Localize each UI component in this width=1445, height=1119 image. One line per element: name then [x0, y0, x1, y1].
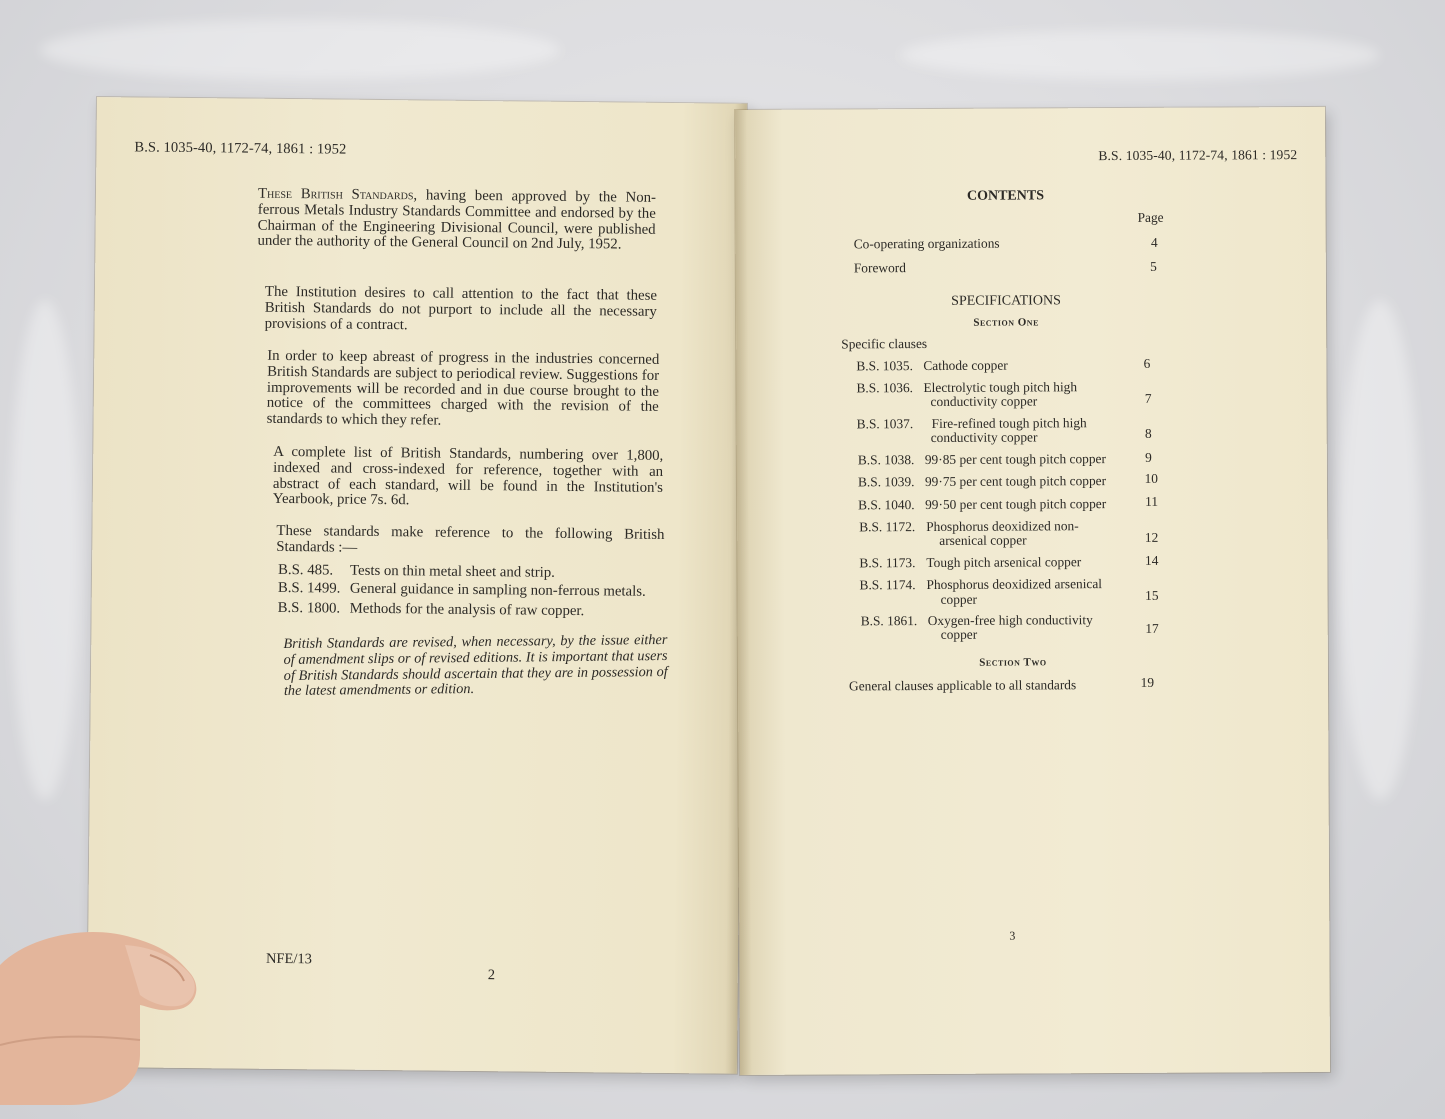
spec-code: B.S. 1037.	[856, 416, 914, 432]
spec-title: Fire-refined tough pitch high	[931, 415, 1087, 431]
spec-title-cont: conductivity copper	[930, 393, 1038, 409]
reference-code: B.S. 485.	[277, 561, 334, 579]
review-paragraph: In order to keep abreast of progress in the industries concerned British Standards are subject to periodical review. Suggestions for improvements will be recorded and in due course brought to the notice of the committees charged with the revision of the standards to which they refer.	[266, 347, 660, 429]
section-one-label: Section One	[973, 316, 1039, 329]
reference-list	[278, 562, 669, 620]
reference-title: Methods for the analysis of raw copper.	[349, 600, 585, 620]
toc-entry-page: 5	[1150, 258, 1157, 274]
reference-code: B.S. 1800.	[277, 599, 341, 617]
spec-page: 9	[1145, 449, 1152, 465]
cloth-fold	[900, 30, 1380, 80]
spec-code: B.S. 1861.	[860, 613, 918, 629]
spec-code: B.S. 1039.	[857, 474, 915, 490]
footer-code: NFE/13	[265, 950, 312, 968]
toc-entry-title: Co-operating organizations	[853, 235, 1000, 252]
spec-page: 8	[1144, 425, 1152, 441]
spec-code: B.S. 1038.	[857, 452, 915, 468]
section-two-label: Section Two	[979, 656, 1047, 669]
spec-page: 11	[1145, 493, 1159, 509]
spec-title: 99·85 per cent tough pitch copper	[924, 451, 1106, 468]
page-column-label: Page	[1137, 209, 1164, 225]
reference-item	[278, 562, 668, 582]
attention-paragraph: The Institution desires to call attention to the fact that these British Standards do not purport to include all the necessary provisions of a contract.	[264, 283, 658, 333]
spec-title: 99·75 per cent tough pitch copper	[924, 473, 1107, 490]
page-number: 3	[1009, 928, 1016, 943]
reference-title: Tests on thin metal sheet and strip.	[349, 562, 555, 581]
cloth-fold	[10, 300, 80, 800]
reference-intro: These standards make reference to the following British Standards :—	[276, 522, 665, 556]
spec-code: B.S. 1035.	[856, 358, 913, 374]
spec-page: 6	[1143, 355, 1151, 371]
spec-title: 99·50 per cent tough pitch copper	[925, 496, 1107, 513]
spec-code: B.S. 1174.	[859, 577, 916, 593]
spec-code: B.S. 1040.	[858, 497, 915, 513]
reference-code: B.S. 1499.	[277, 579, 341, 597]
toc-entry-page: 4	[1150, 234, 1158, 250]
spec-page: 12	[1144, 529, 1159, 545]
spec-title: Phosphorus deoxidized non-	[926, 518, 1079, 535]
spec-title: Tough pitch arsenical copper	[926, 554, 1082, 571]
cloth-fold	[1340, 300, 1420, 800]
running-header: B.S. 1035-40, 1172-74, 1861 : 1952	[134, 139, 347, 158]
spec-title: Electrolytic tough pitch high	[923, 379, 1078, 396]
reference-item	[278, 600, 668, 620]
specifications-title: SPECIFICATIONS	[951, 293, 1061, 309]
approval-paragraph	[257, 187, 656, 254]
specific-clauses-label: Specific clauses	[841, 335, 928, 352]
spec-page: 7	[1144, 390, 1152, 406]
yearbook-paragraph: A complete list of British Standards, numbering over 1,800, indexed and cross-indexed for reference, together with an abstract of each standard, will be found in the Institution's Yearbook, price 7s. 6d.	[272, 443, 664, 509]
spec-page: 14	[1144, 552, 1159, 568]
spec-title: Cathode copper	[923, 357, 1008, 374]
approval-text: , having been approved by the Non-ferrous Metals Industry Standards Committee and endorsed by the Chairman of the Engineering Divisional Council, were published under the authority of the General Council on 2nd July, 1952.	[257, 187, 657, 253]
spec-page: 10	[1144, 470, 1158, 486]
right-page	[735, 107, 1330, 1075]
spec-title-cont: conductivity copper	[930, 429, 1038, 445]
hand	[0, 925, 200, 1105]
spec-code: B.S. 1173.	[859, 555, 916, 571]
toc-entry-title: General clauses applicable to all standards	[848, 677, 1077, 694]
spec-title: Phosphorus deoxidized arsenical	[926, 576, 1103, 593]
reference-title: General guidance in sampling non-ferrous metals.	[349, 580, 646, 600]
running-header: B.S. 1035-40, 1172-74, 1861 : 1952	[1098, 147, 1298, 164]
spec-title-cont: copper	[940, 626, 978, 642]
spec-title: Oxygen-free high conductivity	[927, 612, 1093, 628]
spec-code: B.S. 1036.	[856, 380, 914, 396]
contents-title: CONTENTS	[966, 188, 1045, 204]
toc-entry-page: 19	[1140, 674, 1155, 690]
page-number: 2	[487, 967, 496, 984]
toc-entry-title: Foreword	[853, 260, 906, 276]
approval-lead: These British Standards	[257, 185, 414, 204]
spec-title-cont: copper	[940, 591, 978, 607]
spec-page: 17	[1145, 620, 1159, 636]
spec-page: 15	[1145, 587, 1159, 603]
cloth-fold	[40, 20, 560, 80]
reference-item	[278, 580, 668, 600]
revision-note: British Standards are revised, when necessary, by the issue either of amendment slips or of revised editions. It is important that users of British Standards should ascertain that they are in possession of the latest amendments or edition.	[283, 631, 668, 700]
spec-title-cont: arsenical copper	[939, 532, 1027, 548]
spec-code: B.S. 1172.	[859, 519, 916, 535]
